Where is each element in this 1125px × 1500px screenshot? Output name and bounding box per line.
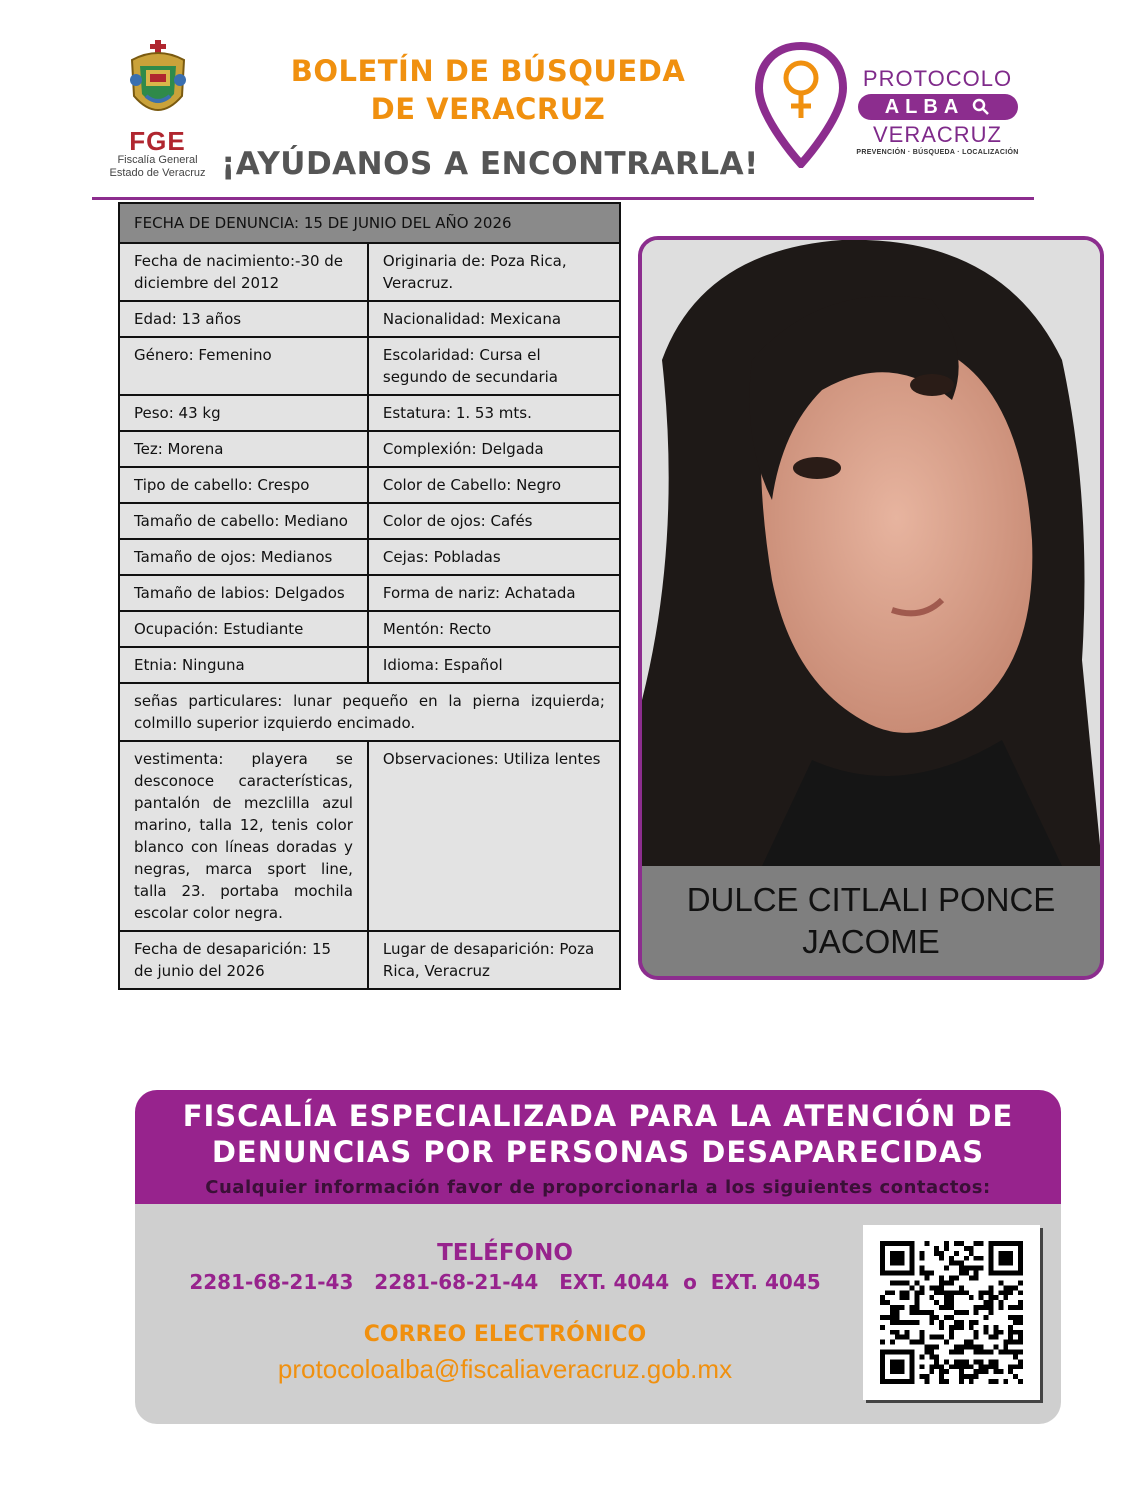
person-photo	[642, 240, 1100, 866]
info-cell: Mentón: Recto	[368, 611, 620, 647]
info-cell: Complexión: Delgada	[368, 431, 620, 467]
person-name-box	[642, 866, 1100, 976]
qr-code-icon	[879, 1241, 1024, 1384]
info-cell: Escolaridad: Cursa el segundo de secundaria	[368, 337, 620, 395]
person-info-table	[118, 202, 621, 990]
info-cell: Ocupación: Estudiante	[119, 611, 368, 647]
info-cell: Color de Cabello: Negro	[368, 467, 620, 503]
senas-particulares: señas particulares: lunar pequeño en la pierna izquierda; colmillo superior izquierdo encimado.	[119, 683, 620, 741]
lugar-desaparicion: Lugar de desaparición: Poza Rica, Veracruz	[368, 931, 620, 989]
observaciones: Observaciones: Utiliza lentes	[368, 741, 620, 931]
fge-sub-line-1: Fiscalía General	[117, 154, 198, 166]
veracruz-coat-of-arms-icon	[122, 40, 194, 126]
title-line-2: DE VERACRUZ	[370, 92, 606, 126]
fecha-denuncia-label: FECHA DE DENUNCIA:	[134, 214, 300, 232]
alba-wordmark	[850, 66, 1025, 158]
info-cell: Cejas: Pobladas	[368, 539, 620, 575]
help-subtitle: ¡AYÚDANOS A ENCONTRARLA!	[221, 146, 759, 182]
location-pin-female-icon	[755, 42, 847, 168]
info-cell: Etnia: Ninguna	[119, 647, 368, 683]
info-cell: Idioma: Español	[368, 647, 620, 683]
fge-label: FGE	[129, 126, 186, 156]
magnifier-icon	[972, 98, 990, 116]
info-cell: Tamaño de ojos: Medianos	[119, 539, 368, 575]
info-cell: Tamaño de labios: Delgados	[119, 575, 368, 611]
alba-pill-label: ALBA	[884, 95, 965, 118]
alba-tagline: PREVENCIÓN · BÚSQUEDA · LOCALIZACIÓN	[856, 149, 1019, 156]
fiscalia-line-2: DENUNCIAS POR PERSONAS DESAPARECIDAS	[211, 1135, 985, 1169]
fecha-desaparicion: Fecha de desaparición: 15 de junio del 2026	[119, 931, 368, 989]
vestimenta: vestimenta: playera se desconoce características, pantalón de mezclilla azul marino, talla 12, tenis color blanco con líneas doradas y negras, marca sport line, talla 23. portaba mochila escolar color negra.	[119, 741, 368, 931]
telefono-numbers[interactable]: 2281-68-21-43 2281-68-21-44 EXT. 4044 o EXT. 4045	[189, 1270, 821, 1294]
info-cell: Peso: 43 kg	[119, 395, 368, 431]
fecha-denuncia-value: 15 DE JUNIO DEL AÑO 2026	[303, 214, 512, 232]
info-cell: Nacionalidad: Mexicana	[368, 301, 620, 337]
qr-code[interactable]	[863, 1225, 1040, 1400]
info-request-line: Cualquier información favor de proporcionarla a los siguientes contactos:	[205, 1177, 991, 1198]
person-photo-card	[638, 236, 1104, 980]
correo-link[interactable]: protocoloalba@fiscaliaveracruz.gob.mx	[277, 1354, 733, 1384]
alba-veracruz: VERACRUZ	[872, 122, 1002, 147]
fiscalia-banner	[135, 1090, 1061, 1204]
info-cell: Tez: Morena	[119, 431, 368, 467]
info-cell: Color de ojos: Cafés	[368, 503, 620, 539]
info-cell: Originaria de: Poza Rica, Veracruz.	[368, 243, 620, 301]
correo-label: CORREO ELECTRÓNICO	[363, 1322, 647, 1347]
telefono-label: TELÉFONO	[437, 1240, 573, 1266]
alba-protocolo: PROTOCOLO	[862, 66, 1013, 91]
info-cell: Género: Femenino	[119, 337, 368, 395]
fecha-denuncia-cell	[119, 203, 620, 243]
fiscalia-line-1: FISCALÍA ESPECIALIZADA PARA LA ATENCIÓN DE	[182, 1099, 1014, 1133]
title-line-1: BOLETÍN DE BÚSQUEDA	[290, 54, 686, 88]
info-cell: Forma de nariz: Achatada	[368, 575, 620, 611]
portrait-image	[642, 240, 1100, 866]
alba-pill	[858, 94, 1018, 120]
info-cell: Edad: 13 años	[119, 301, 368, 337]
header-divider	[92, 197, 1034, 200]
info-cell: Estatura: 1. 53 mts.	[368, 395, 620, 431]
fge-sub-line-2: Estado de Veracruz	[109, 167, 206, 179]
info-cell: Tipo de cabello: Crespo	[119, 467, 368, 503]
protocolo-alba-logo	[755, 42, 1025, 172]
person-name: DULCE CITLALI PONCE JACOME	[686, 881, 1056, 960]
fge-logo	[100, 40, 215, 185]
bulletin-title	[258, 52, 718, 128]
info-cell: Tamaño de cabello: Mediano	[119, 503, 368, 539]
info-cell: Fecha de nacimiento:-30 de diciembre del 2012	[119, 243, 368, 301]
